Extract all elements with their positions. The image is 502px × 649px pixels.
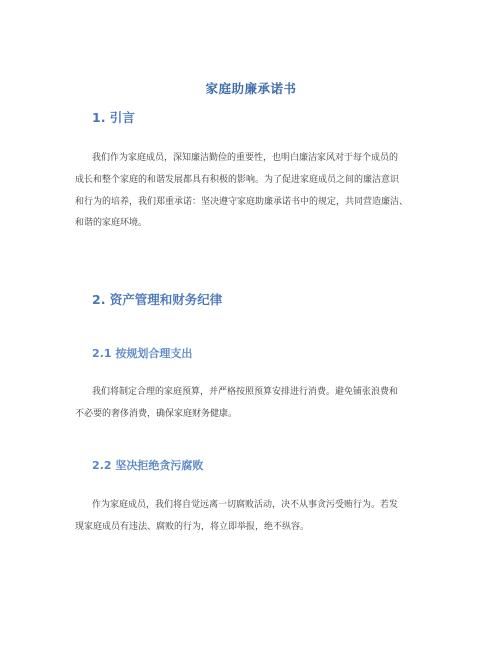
paragraph-line: 成长和整个家庭的和谐发展都具有积极的影响。为了促进家庭成员之间的廉洁意识 — [75, 174, 400, 185]
paragraph-line: 现家庭成员有违法、腐败的行为，将立即举报，绝不纵容。 — [75, 521, 310, 532]
paragraph-line: 我们作为家庭成员，深知廉洁勤俭的重要性，也明白廉洁家风对于每个成员的 — [92, 153, 399, 163]
subsection-heading-anticorruption: 2.2 坚决拒绝贪污腐败 — [92, 459, 204, 472]
budget-paragraph — [75, 382, 455, 426]
paragraph-line: 和行为的培养，我们郑重承诺：坚决遵守家庭助廉承诺书中的规定，共同营造廉洁、 — [75, 196, 409, 207]
subsection-heading-budget: 2.1 按规划合理支出 — [92, 347, 193, 360]
paragraph-line: 和谐的家庭环境。 — [75, 218, 148, 229]
paragraph-line: 我们将制定合理的家庭预算，并严格按照预算安排进行消费。避免铺张浪费和 — [92, 387, 399, 397]
document-title: 家庭助廉承诺书 — [205, 81, 297, 96]
paragraph-line: 不必要的奢侈消费，确保家庭财务健康。 — [75, 408, 238, 419]
paragraph-line: 作为家庭成员，我们将自觉远离一切腐败活动，决不从事贪污受贿行为。若发 — [92, 500, 399, 510]
anticorruption-paragraph — [75, 495, 455, 539]
section-heading-intro: 1. 引言 — [92, 110, 135, 125]
section-heading-finance: 2. 资产管理和财务纪律 — [92, 292, 223, 307]
intro-paragraph — [75, 148, 455, 235]
